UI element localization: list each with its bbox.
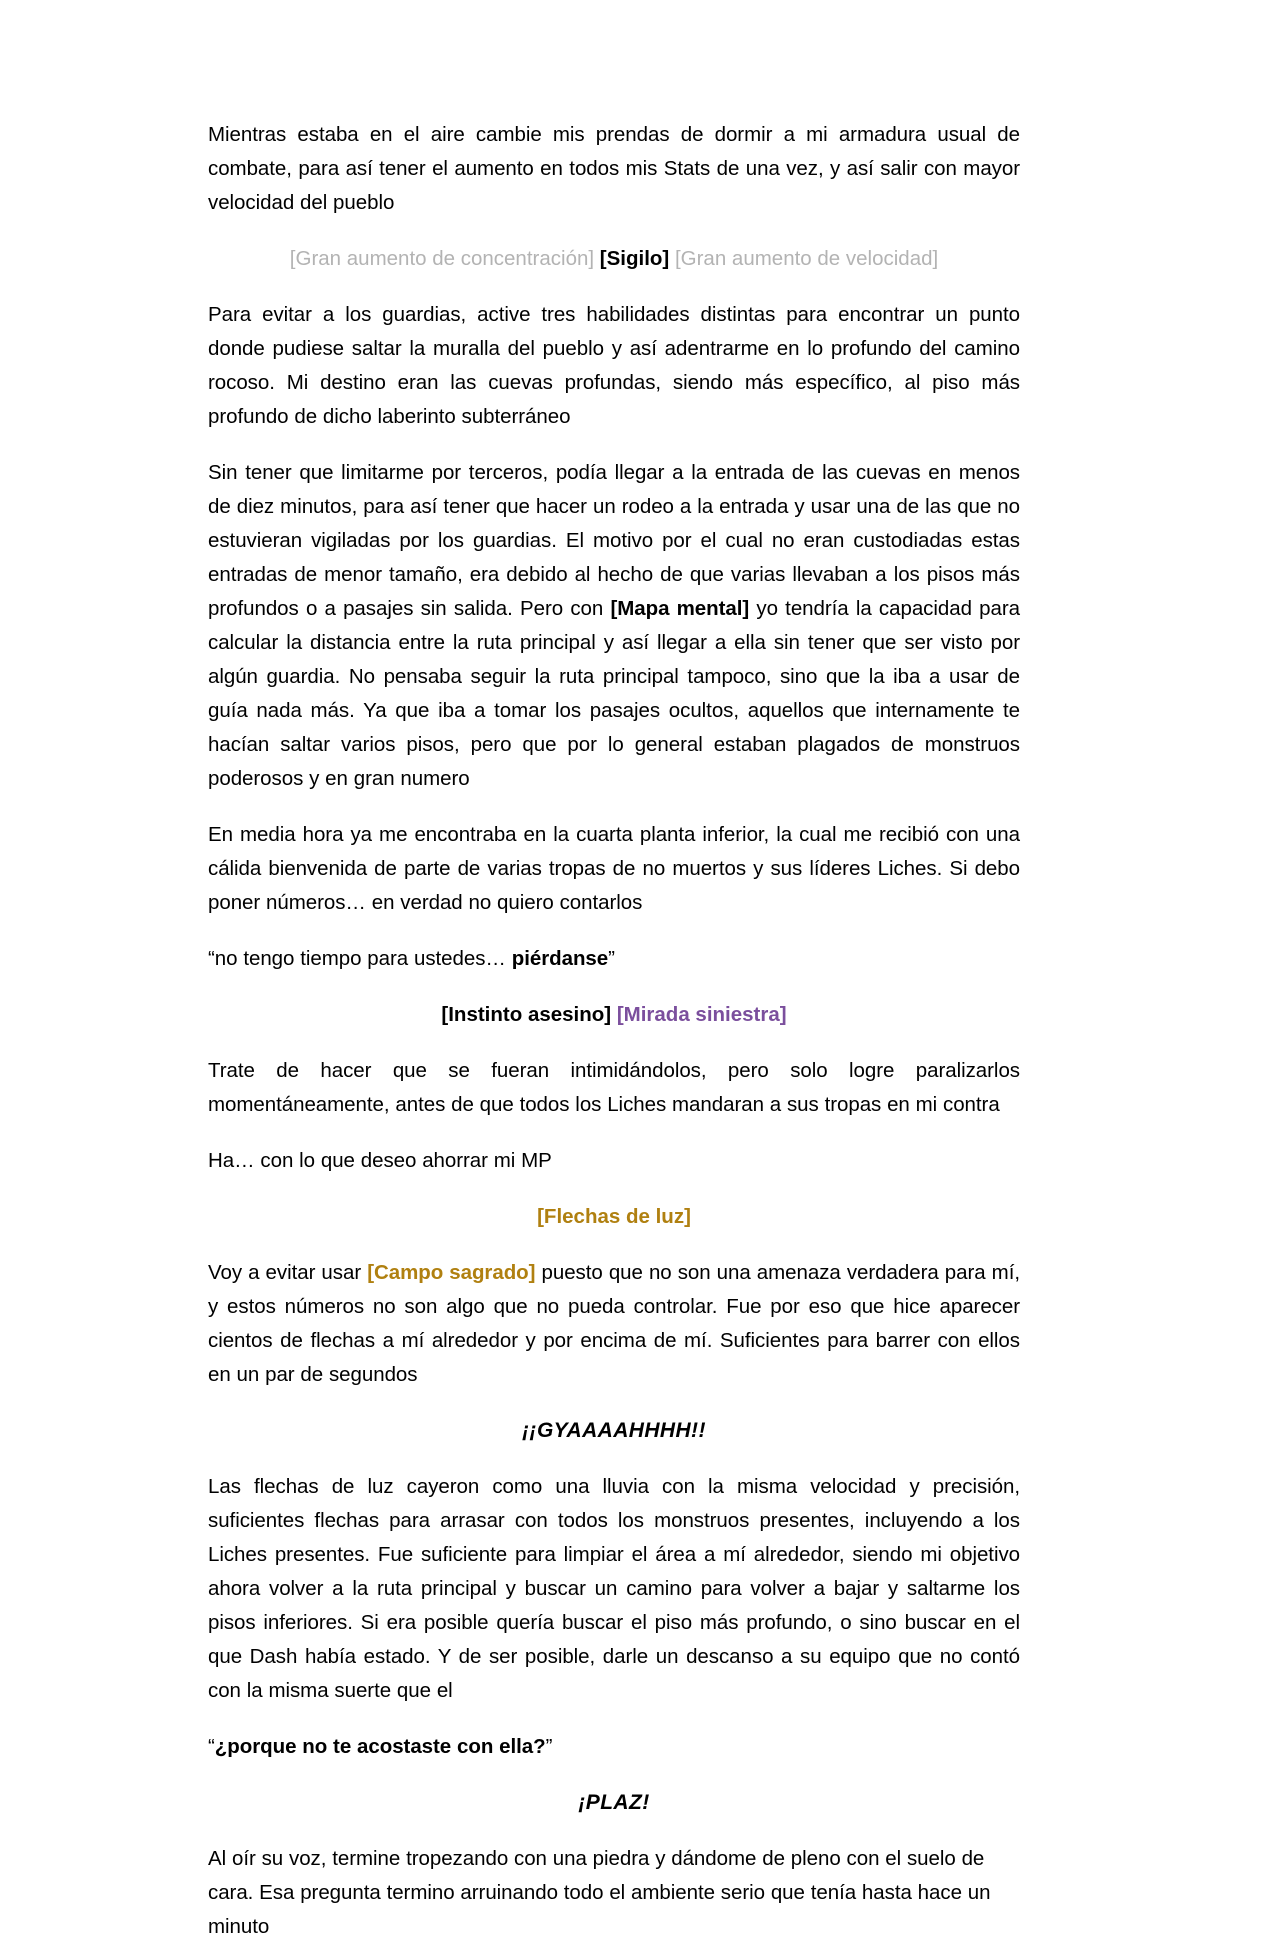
document-body	[208, 118, 1020, 1944]
skill-tag-gran-aumento-de-concentracion: [Gran aumento de concentración]	[289, 247, 595, 270]
paragraph-8: Las flechas de luz cayeron como una lluvia con la misma velocidad y precisión, suficientes flechas para arrasar con todos los monstruos presentes, incluyendo a los Liches presentes. Fue suficiente para limpiar el área a mí alrededor, siendo mi objetivo ahora volver a la ruta principal y buscar un camino para volver a bajar y saltarme los pisos inferiores. Si era posible quería buscar el piso más profundo, o sino buscar en el que Dash había estado. Y de ser posible, darle un descanso a su equipo que no contó con la misma suerte que el	[208, 1475, 1020, 1702]
dialogue-2-part-2: ”	[545, 1735, 553, 1758]
shout-text-gyaaaahhhh: ¡¡GYAAAAHHHH!!	[522, 1419, 706, 1442]
dialogue-2-part-1: “	[208, 1735, 215, 1758]
paragraph-4: En media hora ya me encontraba en la cuarta planta inferior, la cual me recibió con una cálida bienvenida de parte de varias tropas de no muertos y sus líderes Liches. Si debo poner números… en verdad no quiero contarlos	[208, 823, 1020, 914]
skill-line-2	[208, 998, 1020, 1032]
paragraph-9: Al oír su voz, termine tropezando con una piedra y dándome de pleno con el suelo de cara. Esa pregunta termino arruinando todo el ambiente serio que tenía hasta hace un minuto	[208, 1847, 991, 1938]
dialogue-1	[208, 942, 1020, 976]
skill-tag-flechas-de-luz: [Flechas de luz]	[537, 1205, 691, 1228]
paragraph-7-part-2: puesto que no son una amenaza verdadera para mí, y estos números no son algo que no pueda controlar. Fue por eso que hice aparecer cientos de flechas a mí alrededor y por encima de mí. Suficientes para barrer con ellos en un par de segundos	[208, 1261, 1020, 1386]
shout-line-2	[208, 1786, 1020, 1820]
skill-tag-instinto-asesino: [Instinto asesino]	[441, 1003, 612, 1026]
skill-tag-mapa-mental: [Mapa mental]	[610, 597, 750, 620]
paragraph-2: Para evitar a los guardias, active tres habilidades distintas para encontrar un punto donde pudiese saltar la muralla del pueblo y así adentrarme en lo profundo del camino rocoso. Mi destino eran las cuevas profundas, siendo más específico, al piso más profundo de dicho laberinto subterráneo	[208, 303, 1020, 428]
skill-tag-sigilo: [Sigilo]	[599, 247, 670, 270]
dialogue-1-part-2: ”	[608, 947, 615, 970]
paragraph-3-part-2: yo tendría la capacidad para calcular la distancia entre la ruta principal y así llegar a ella sin tener que ser visto por algún guardia. No pensaba seguir la ruta principal tampoco, sino que la iba a usar de guía nada más. Ya que iba a tomar los pasajes ocultos, aquellos que internamente te hacían saltar varios pisos, pero que por lo general estaban plagados de monstruos poderosos y en gran numero	[208, 597, 1020, 790]
skill-line-3	[208, 1200, 1020, 1234]
paragraph-7-part-1: Voy a evitar usar	[208, 1261, 368, 1284]
paragraph-1: Mientras estaba en el aire cambie mis prendas de dormir a mi armadura usual de combate, para así tener el aumento en todos mis Stats de una vez, y así salir con mayor velocidad del pueblo	[208, 123, 1020, 214]
paragraph-7	[208, 1256, 1020, 1392]
paragraph-5: Trate de hacer que se fueran intimidándolos, pero solo logre paralizarlos momentáneamente, antes de que todos los Liches mandaran a sus tropas en mi contra	[208, 1059, 1020, 1116]
paragraph-3-part-1: Sin tener que limitarme por terceros, podía llegar a la entrada de las cuevas en menos de diez minutos, para así tener que hacer un rodeo a la entrada y usar una de las que no estuvieran vigiladas por los guardias. El motivo por el cual no eran custodiadas estas entradas de menor tamaño, era debido al hecho de que varias llevaban a los pisos más profundos o a pasajes sin salida. Pero con	[208, 461, 1020, 620]
dialogue-1-part-1: “no tengo tiempo para ustedes…	[208, 947, 512, 970]
paragraph-3	[208, 456, 1020, 796]
paragraph-6: Ha… con lo que deseo ahorrar mi MP	[208, 1149, 552, 1172]
skill-line-1	[208, 242, 1020, 276]
skill-tag-campo-sagrado: [Campo sagrado]	[367, 1261, 536, 1284]
shout-line-1	[208, 1414, 1020, 1448]
skill-tag-gran-aumento-de-velocidad: [Gran aumento de velocidad]	[674, 247, 939, 270]
skill-tag-mirada-siniestra: [Mirada siniestra]	[616, 1003, 787, 1026]
shout-text-plaz: ¡PLAZ!	[578, 1791, 650, 1814]
dialogue-2	[208, 1730, 1020, 1764]
dialogue-2-emphasis: ¿porque no te acostaste con ella?	[214, 1735, 546, 1758]
dialogue-1-emphasis: piérdanse	[511, 947, 609, 970]
